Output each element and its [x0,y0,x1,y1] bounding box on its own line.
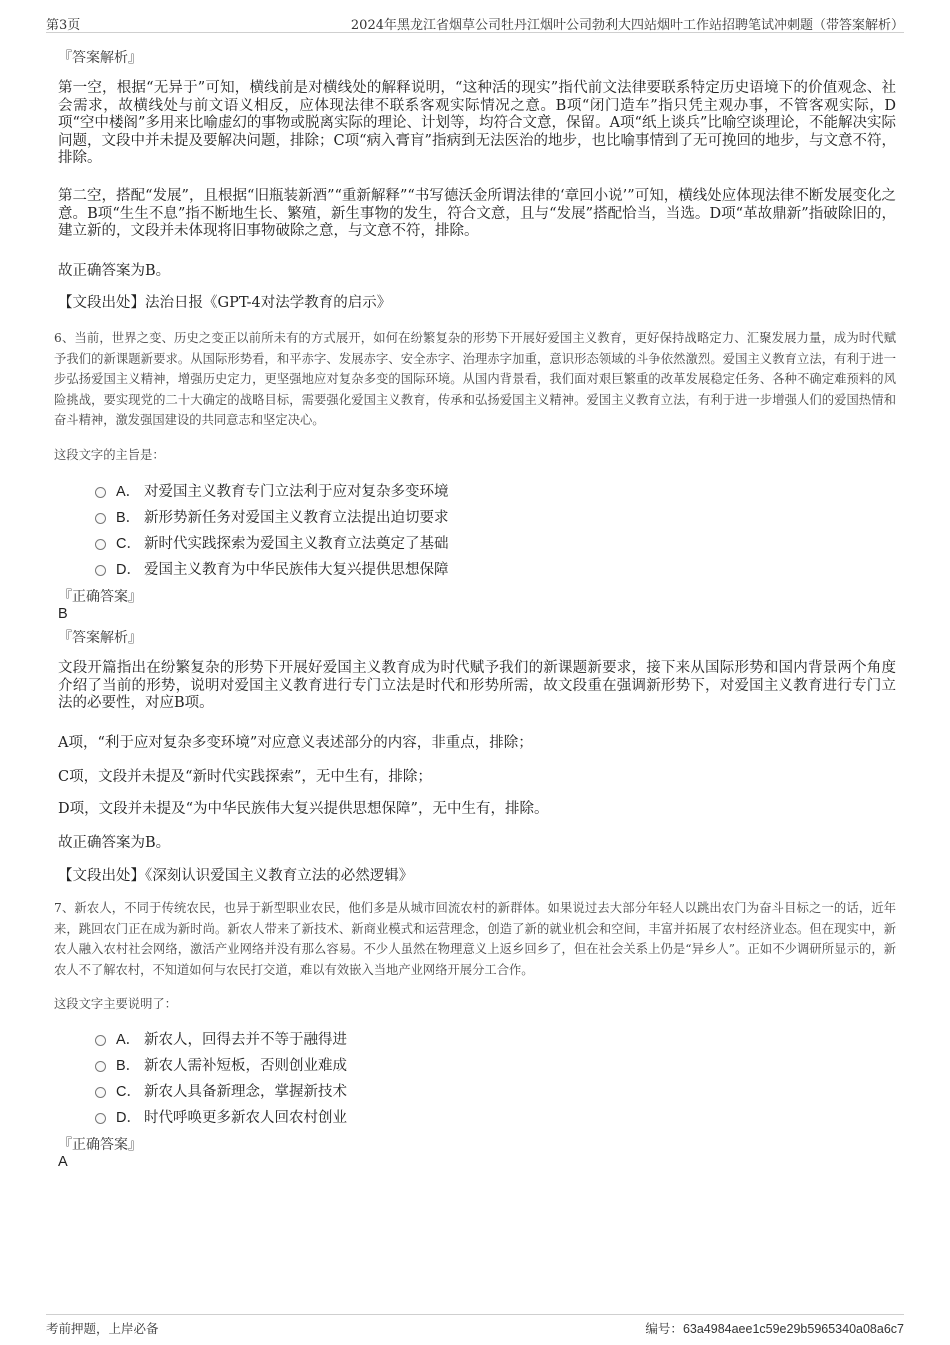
option-text: 新农人需补短板，否则创业难成 [144,1057,347,1074]
question-7-stem: 这段文字主要说明了： [54,997,177,1011]
analysis-option-d: D项，文段并未提及“为中华民族伟大复兴提供思想保障”，无中生有，排除。 [58,801,549,817]
option-d[interactable] [95,557,449,579]
correct-answer-label: 『正确答案』 [58,1137,142,1153]
option-text: 时代呼唤更多新农人回农村创业 [144,1109,347,1126]
analysis-option-c: C项，文段并未提及“新时代实践探索”，无中生有，排除； [58,769,432,785]
option-a[interactable] [95,479,449,501]
radio-icon[interactable] [95,1035,106,1046]
footer-slogan: 考前押题，上岸必备 [46,1321,159,1336]
question-7-text: 7、新农人，不同于传统农民，也异于新型职业农民，他们多是从城市回流农村的新群体。如果说过去大部分年轻人以跳出农门为奋斗目标之一的话，近年来，跳回农门正在成为新时尚。新农人带来了新技术、新商业模式和运营理念，创造了新的就业机会和空间，丰富并拓展了农村经济业态。但在现实中，新农人融入农村社会网络，激活产业网络并没有那么容易。不少人虽然在物理意义上返乡回乡了，但在社会关系上仍是“异乡人”。正如不少调研所显示的，新农人不了解农村，不知道如何与农民打交道，难以有效嵌入当地产业网络开展分工合作。 [54,901,896,977]
radio-icon[interactable] [95,487,106,498]
option-c[interactable] [95,1079,347,1101]
option-b[interactable] [95,1053,347,1075]
analysis-paragraph-2: 第二空，搭配“发展”，且根据“旧瓶装新酒”“重新解释”“书写德沃金所谓法律的‘章回小说’”可知，横线处应体现法律不断发展变化之意。B项“生生不息”指不断地生长、繁殖，新生事物的发生，符合文意，且与“发展”搭配恰当，当选。D项“革故鼎新”指破除旧的，建立新的，文段并未体现将旧事物破除之意，与文意不符，排除。 [58,188,896,240]
source-citation: 【文段出处】《深刻认识爱国主义教育立法的必然逻辑》 [58,868,414,884]
option-letter: D． [116,561,141,578]
option-letter: D． [116,1109,141,1126]
option-d[interactable] [95,1105,347,1127]
conclusion: 故正确答案为B。 [58,835,171,851]
option-text: 爱国主义教育为中华民族伟大复兴提供思想保障 [144,561,449,578]
document-title: 2024年黑龙江省烟草公司牡丹江烟叶公司勃利大四站烟叶工作站招聘笔试冲刺题（带答案解析） [350,18,904,33]
conclusion: 故正确答案为B。 [58,263,171,279]
option-text: 新形势新任务对爱国主义教育立法提出迫切要求 [144,509,449,526]
footer-id-label: 编号： [645,1321,683,1336]
page-footer [46,1314,904,1335]
question-6-text: 6、当前，世界之变、历史之变正以前所未有的方式展开，如何在纷繁复杂的形势下开展好爱国主义教育，更好保持战略定力、汇聚发展力量，成为时代赋予我们的新课题新要求。从国际形势看，和平赤字、发展赤字、安全赤字、治理赤字加重，意识形态领域的斗争依然激烈。爱国主义教育立法，有利于进一步弘扬爱国主义精神，增强历史定力，更坚强地应对复杂多变的国际环境。从国内背景看，我们面对艰巨繁重的改革发展稳定任务、各种不确定难预料的风险挑战，要实现党的二十大确定的战略目标，需要强化爱国主义教育，传承和弘扬爱国主义精神。爱国主义教育立法，有利于进一步增强人们的爱国热情和奋斗精神，激发强国建设的共同意志和坚定决心。 [54,331,896,428]
option-b[interactable] [95,505,449,527]
source-citation: 【文段出处】法治日报《GPT-4对法学教育的启示》 [58,295,392,311]
option-a[interactable] [95,1027,347,1049]
correct-answer: B [58,606,68,622]
option-text: 对爱国主义教育专门立法利于应对复杂多变环境 [144,483,449,500]
analysis-paragraph-1: 第一空，根据“无异于”可知，横线前是对横线处的解释说明，“这种活的现实”指代前文法律要联系特定历史语境下的价值观念、社会需求，故横线处与前文语义相反，应体现法律不联系客观实际情况之意。B项“闭门造车”指只凭主观办事，不管客观实际，D项“空中楼阁”多用来比喻虚幻的事物或脱离实际的理论、计划等，均符合文意，保留。A项“纸上谈兵”比喻空谈理论，不能解决实际问题，文段中并未提及要解决问题，排除；C项“病入膏肓”指病到无法医治的地步，也比喻事情到了无可挽回的地步，与文意不符，排除。 [58,80,896,167]
radio-icon[interactable] [95,1087,106,1098]
option-letter: A． [116,1031,141,1048]
option-letter: C． [116,1083,141,1100]
option-c[interactable] [95,531,449,553]
footer-id [645,1319,904,1337]
analysis-label: 『答案解析』 [58,50,142,66]
option-text: 新农人，回得去并不等于融得进 [144,1031,347,1048]
radio-icon[interactable] [95,513,106,524]
page-header [46,12,904,33]
analysis-paragraph: 文段开篇指出在纷繁复杂的形势下开展好爱国主义教育成为时代赋予我们的新课题新要求，接下来从国际形势和国内背景两个角度介绍了当前的形势，说明对爱国主义教育进行专门立法是时代和形势所需，故文段重在强调新形势下，对爱国主义教育进行专门立法的必要性，对应B项。 [58,660,896,712]
option-letter: B． [116,1057,141,1074]
radio-icon[interactable] [95,1061,106,1072]
question-6-stem: 这段文字的主旨是： [54,448,165,462]
correct-answer: A [58,1154,68,1170]
footer-id-code: 63a4984aee1c59e29b5965340a08a6c7 [682,1322,904,1336]
analysis-label: 『答案解析』 [58,630,142,646]
option-letter: C． [116,535,141,552]
option-letter: A． [116,483,141,500]
page-number: 第3页 [46,18,81,33]
option-text: 新农人具备新理念，掌握新技术 [144,1083,347,1100]
analysis-option-a: A项，“利于应对复杂多变环境”对应意义表述部分的内容，非重点，排除； [58,735,533,751]
correct-answer-label: 『正确答案』 [58,589,142,605]
radio-icon[interactable] [95,565,106,576]
radio-icon[interactable] [95,539,106,550]
option-letter: B． [116,509,141,526]
option-text: 新时代实践探索为爱国主义教育立法奠定了基础 [144,535,449,552]
radio-icon[interactable] [95,1113,106,1124]
